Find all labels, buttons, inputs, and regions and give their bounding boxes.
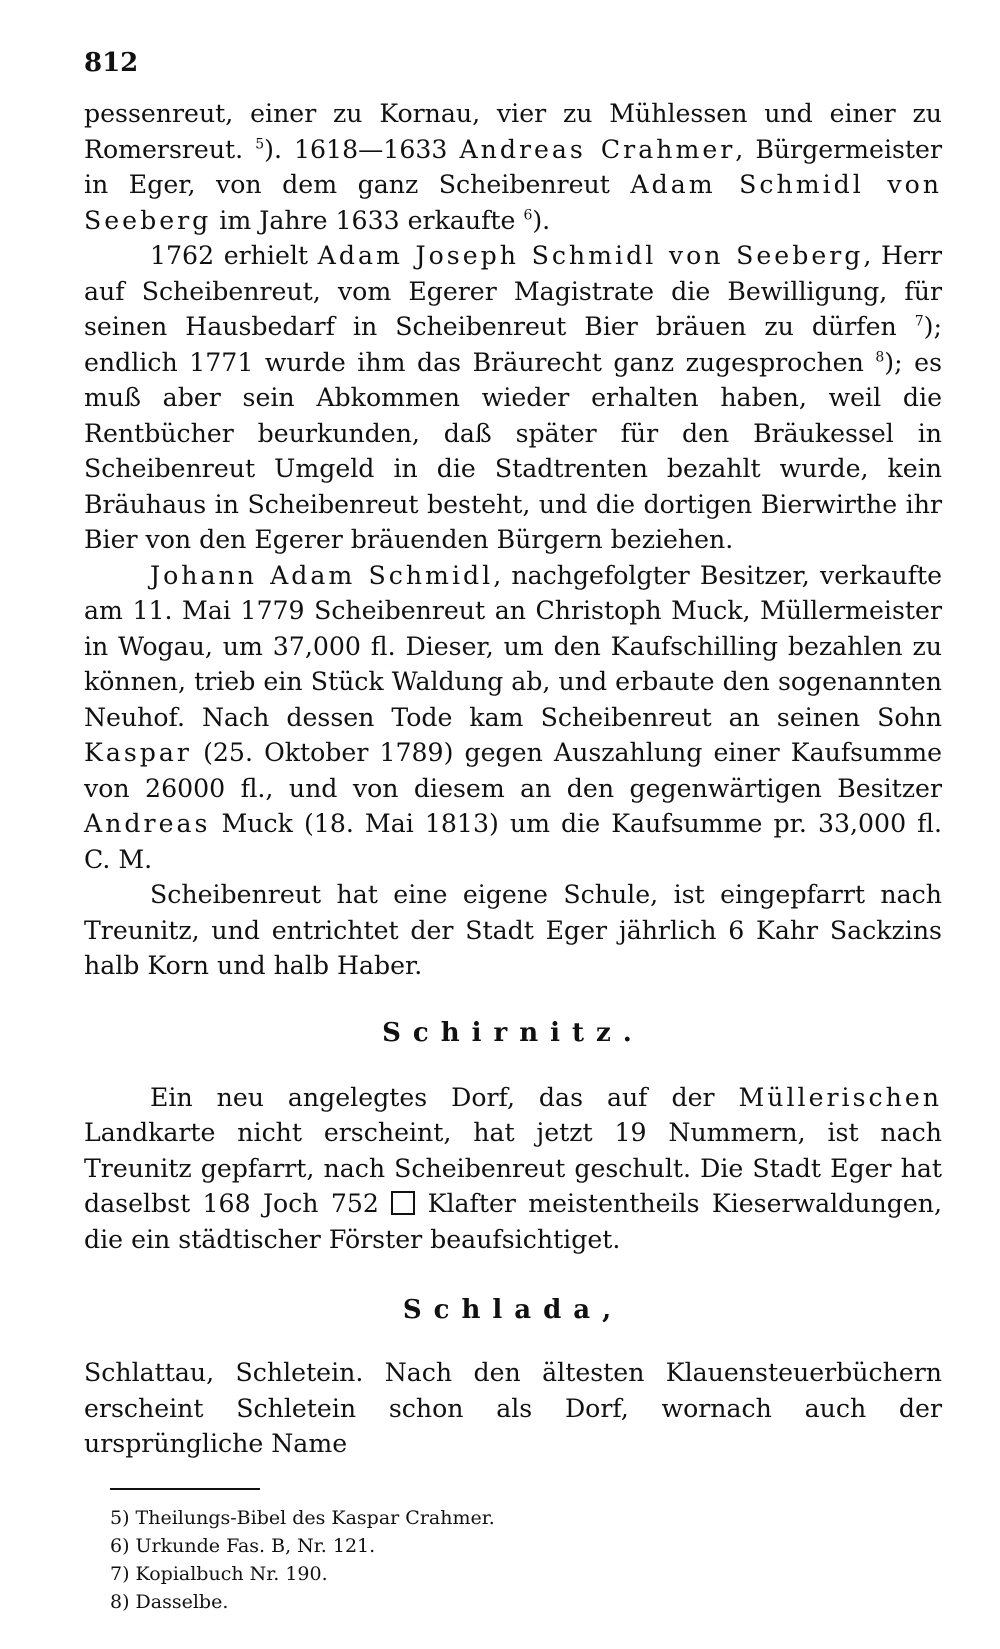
person-name: Andreas bbox=[84, 809, 211, 838]
person-name: Kaspar bbox=[84, 738, 192, 767]
person-name: Johann Adam Schmidl bbox=[150, 560, 494, 590]
person-name: Adam Joseph Schmidl von Seeberg bbox=[317, 241, 864, 270]
footnote-6: 6) Urkunde Fas. B, Nr. 121. bbox=[110, 1534, 376, 1557]
footnote-ref-8[interactable]: 8 bbox=[875, 349, 885, 366]
paragraph-2: 1762 erhielt Adam Joseph Schmidl von Seeberg, Herr auf Scheibenreut, vom Egerer Magistrate die Bewilligung, für seinen Hausbedarf in Scheibenreut Bier bräuen zu dürfen $^7$); endlich 1771 wurde ihm das Bräurecht ganz zugesprochen $^8$); es muß aber sein Abkommen wieder erhalten haben, weil die Rentbücher beurkunden, daß später für den Bräukessel in Scheibenreut Umgeld in die Stadtrenten bezahlt wurde, kein Bräuhaus in Scheibenreut besteht, und die dortigen Bierwirthe ihr Bier von den Egerer bräuenden Bürgern beziehen. bbox=[84, 241, 942, 554]
footnote-ref-5[interactable]: 5 bbox=[255, 136, 265, 153]
person-name: Andreas Crahmer bbox=[459, 134, 736, 164]
footnote-8: 8) Dasselbe. bbox=[110, 1590, 229, 1613]
person-name: Adam Schmidl von Seeberg bbox=[84, 170, 942, 235]
page-number: 812 bbox=[84, 48, 139, 78]
section-heading-schlada: Schlada, bbox=[402, 1295, 624, 1325]
place-name: Müllerischen bbox=[738, 1082, 942, 1112]
footnote-7: 7) Kopialbuch Nr. 190. bbox=[110, 1562, 328, 1585]
footnote-5: 5) Theilungs-Bibel des Kaspar Crahmer. bbox=[110, 1506, 495, 1529]
footnote-ref-6[interactable]: 6 bbox=[523, 207, 533, 224]
section-heading-schirnitz: Schirnitz. bbox=[382, 1017, 644, 1048]
footnotes bbox=[84, 1504, 942, 1616]
paragraph-5: Ein neu angelegtes Dorf, das auf der Müllerischen Landkarte nicht erscheint, hat jetzt 19 Nummern, ist nach Treunitz gepfarrt, nach Scheibenreut geschult. Die Stadt Eger hat daselbst 168 Joch 752 Klafter meistentheils Kieserwaldungen, die ein städtischer Förster beaufsichtiget. bbox=[84, 1082, 942, 1254]
paragraph-6: Schlattau, Schletein. Nach den ältesten Klauensteuerbüchern erscheint Schletein schon als Dorf, wornach auch der ursprüngliche Name bbox=[84, 1358, 942, 1458]
paragraph-3: Johann Adam Schmidl, nachgefolgter Besitzer, verkaufte am 11. Mai 1779 Scheibenreut an Christoph Muck, Müllermeister in Wogau, um 37,000 fl. Dieser, um den Kaufschilling bezahlen zu können, trieb ein Stück Waldung ab, und erbaute den sogenannten Neuhof. Nach dessen Tode kam Scheibenreut an seinen Sohn Kaspar (25. Oktober 1789) gegen Auszahlung einer Kaufsumme von 26000 fl., und von diesem an den gegenwärtigen Besitzer Andreas Muck (18. Mai 1813) um die Kaufsumme pr. 33,000 fl. C. M. bbox=[84, 560, 943, 874]
paragraph-4: Scheibenreut hat eine eigene Schule, ist eingepfarrt nach Treunitz, und entrichtet der Stadt Eger jährlich 6 Kahr Sackzins halb Korn und halb Haber. bbox=[84, 880, 942, 980]
main-text bbox=[84, 96, 942, 1462]
paragraph-1: pessenreut, einer zu Kornau, vier zu Mühlessen und einer zu Romersreut. $^5$). 1618—1633 Andreas Crahmer, Bürgermeister in Eger, von dem ganz Scheibenreut Adam Schmidl von Seeberg im Jahre 1633 erkaufte $^6$). bbox=[84, 99, 942, 235]
square-symbol-icon bbox=[391, 1191, 415, 1215]
footnote-ref-7[interactable]: 7 bbox=[914, 313, 924, 330]
footnote-divider bbox=[110, 1488, 260, 1490]
